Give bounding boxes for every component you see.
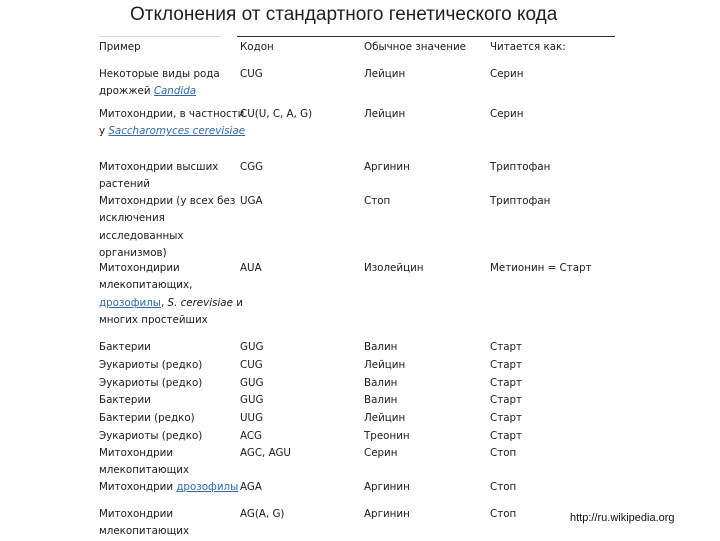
row-example-line xyxy=(99,123,245,140)
saccharomyces-link[interactable]: Saccharomyces cerevisiae xyxy=(108,125,246,138)
block-normal: Аргинин xyxy=(364,481,410,493)
row-example xyxy=(99,193,235,262)
row-example-line: исключения xyxy=(99,212,165,225)
header-example: Пример xyxy=(99,41,141,53)
page-title: Отклонения от стандартного генетического кода xyxy=(130,4,558,25)
block-example: Эукариоты (редко) xyxy=(99,377,203,389)
row-example-line xyxy=(99,83,220,100)
row-example-line: растений xyxy=(99,178,150,191)
row-example xyxy=(99,159,218,194)
row-read-as: Триптофан xyxy=(490,161,551,173)
drosophila-link[interactable]: дрозофилы xyxy=(99,296,161,309)
row-read-as: Триптофан xyxy=(490,195,551,207)
header-divider-left xyxy=(99,36,220,37)
block-normal: Серин xyxy=(364,447,398,459)
row-normal: Стоп xyxy=(364,195,391,207)
row-example xyxy=(99,106,245,141)
row-example xyxy=(99,260,243,329)
block-read-as: Старт xyxy=(490,412,523,424)
block-example: Бактерии xyxy=(99,394,151,406)
row-read-as: Серин xyxy=(490,68,524,80)
row-example-text: дрожжей xyxy=(99,85,154,98)
block-read-as: Стоп xyxy=(490,481,517,493)
row-example-line: исследованных xyxy=(99,229,184,242)
row-codon: CUG xyxy=(240,68,263,80)
block-codon: GUG xyxy=(240,377,264,389)
block-codon: UUG xyxy=(240,412,264,424)
row-normal: Изолейцин xyxy=(364,262,424,274)
row-normal: Аргинин xyxy=(364,161,410,173)
block-codon: GUG xyxy=(240,394,264,406)
block-read-as: Стоп xyxy=(490,447,517,459)
candida-link[interactable]: Candida xyxy=(153,85,197,98)
block-read-as: Старт xyxy=(490,359,523,371)
block-normal: Треонин xyxy=(364,430,410,442)
row-example-line xyxy=(99,295,243,312)
row-codon: UGA xyxy=(240,195,263,207)
row-read-as: Метионин = Старт xyxy=(490,262,592,274)
row-example-text: у xyxy=(99,125,109,138)
header-divider-right xyxy=(237,36,615,37)
block-codon: AGA xyxy=(240,481,262,493)
row-example-line: Митохондрии (у всех без xyxy=(99,195,236,207)
row-example-text: , xyxy=(160,296,168,309)
block-normal: Аргинин xyxy=(364,508,410,520)
row-normal: Лейцин xyxy=(364,108,406,120)
block-codon: AGC, AGU xyxy=(240,447,291,459)
row-codon: CGG xyxy=(240,161,264,173)
block-normal: Лейцин xyxy=(364,359,406,371)
source-credit: http://ru.wikipedia.org xyxy=(570,512,675,524)
block-read-as: Старт xyxy=(490,341,523,353)
block-example: Эукариоты (редко) xyxy=(99,359,203,371)
row-example-text: и xyxy=(232,296,243,309)
block-normal: Валин xyxy=(364,341,398,353)
header-normal: Обычное значение xyxy=(364,41,467,53)
row-example-text: S. cerevisiae xyxy=(167,296,233,309)
block-normal: Валин xyxy=(364,377,398,389)
row-example-line: организмов) xyxy=(99,246,167,259)
row-read-as: Серин xyxy=(490,108,524,120)
row-example-line: Митохондрии высших xyxy=(99,161,219,173)
row-example-line: млекопитающих, xyxy=(99,279,193,292)
row-example-line: Митохондирии xyxy=(99,262,180,274)
block-read-as: Старт xyxy=(490,394,523,406)
block-example-line: Митохондрии xyxy=(99,508,174,520)
block-read-as: Старт xyxy=(490,377,523,389)
block-read-as: Старт xyxy=(490,430,523,442)
block-normal: Лейцин xyxy=(364,412,406,424)
row-example-line: Митохондрии, в частности xyxy=(99,108,245,120)
block-example-line: Митохондрии xyxy=(99,447,174,459)
block-example: Эукариоты (редко) xyxy=(99,430,203,442)
row-example xyxy=(99,66,220,101)
block-normal: Валин xyxy=(364,394,398,406)
row-example-line: Некоторые виды рода xyxy=(99,68,220,80)
block-codon: GUG xyxy=(240,341,264,353)
block-codon: CUG xyxy=(240,359,263,371)
block-codon: ACG xyxy=(240,430,263,442)
row-example-line: многих простейших xyxy=(99,313,208,326)
block-example xyxy=(99,445,189,480)
block-read-as: Стоп xyxy=(490,508,517,520)
row-codon: AUA xyxy=(240,262,262,274)
block-example-line: млекопитающих xyxy=(99,464,190,477)
block-example: Бактерии (редко) xyxy=(99,412,195,424)
block-example-line: млекопитающих xyxy=(99,525,190,538)
header-codon: Кодон xyxy=(240,41,274,53)
block-example-text: Митохондрии xyxy=(99,481,177,493)
block-example xyxy=(99,479,238,496)
drosophila-link[interactable]: дрозофилы xyxy=(176,481,239,493)
block-codon: AG(A, G) xyxy=(240,508,285,520)
block-example xyxy=(99,506,189,541)
row-normal: Лейцин xyxy=(364,68,406,80)
header-read-as: Читается как: xyxy=(490,41,566,53)
row-codon: CU(U, C, A, G) xyxy=(240,108,313,120)
block-example: Бактерии xyxy=(99,341,151,353)
